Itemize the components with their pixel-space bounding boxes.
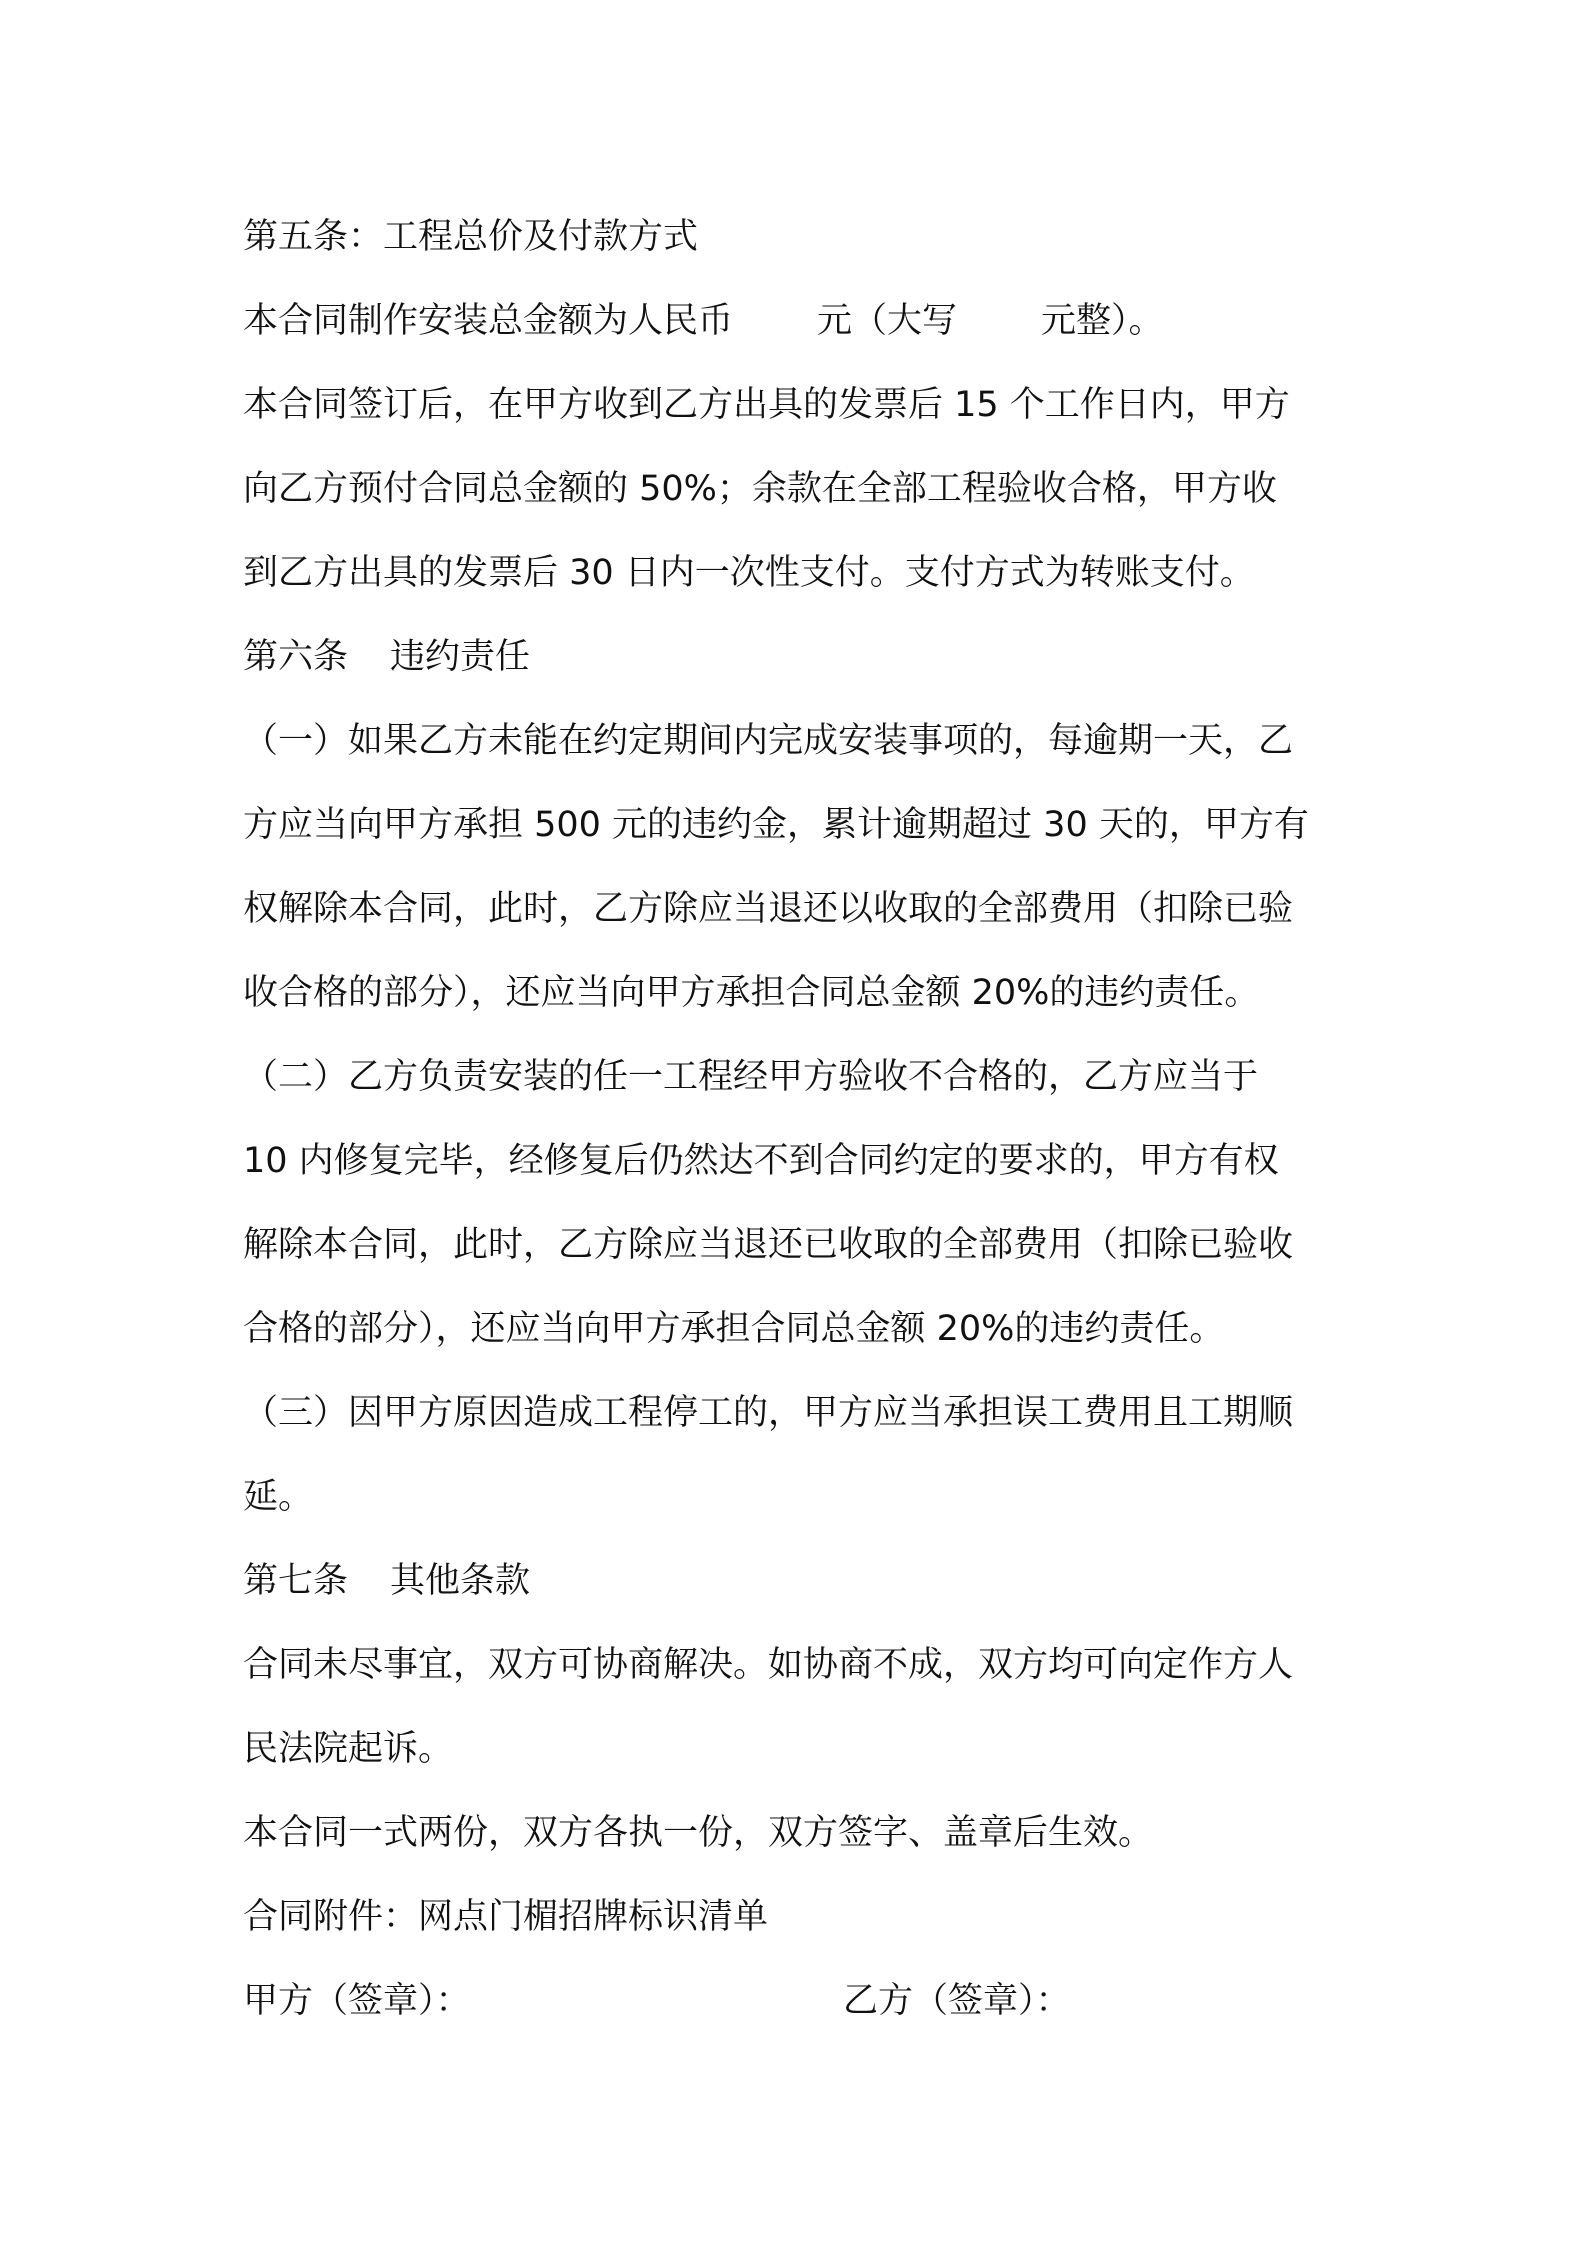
clause-1-line: 收合格的部分），还应当向甲方承担合同总金额 20%的违约责任。 bbox=[243, 973, 1260, 1013]
amount-text-1: 本合同制作安装总金额为人民币 bbox=[243, 301, 734, 341]
article-7-line: 合同附件：网点门楣招牌标识清单 bbox=[243, 1897, 769, 1937]
clause-3-line: 延。 bbox=[243, 1477, 314, 1517]
article-7-line: 本合同一式两份，双方各执一份，双方签字、盖章后生效。 bbox=[243, 1813, 1154, 1853]
clause-2-line: （二）乙方负责安装的任一工程经甲方验收不合格的，乙方应当于 bbox=[243, 1057, 1259, 1097]
contract-body bbox=[243, 195, 1363, 2043]
amount-text-2: 元（大写 bbox=[817, 301, 958, 341]
payment-line: 向乙方预付合同总金额的 50%；余款在全部工程验收合格，甲方收 bbox=[243, 469, 1277, 509]
payment-line: 到乙方出具的发票后 30 日内一次性支付。支付方式为转账支付。 bbox=[243, 553, 1255, 593]
article-6-heading bbox=[243, 615, 1363, 699]
article-6-number: 第六条 bbox=[243, 637, 349, 677]
signature-row bbox=[243, 1959, 1363, 2043]
clause-1-line: （一）如果乙方未能在约定期间内完成安装事项的，每逾期一天，乙 bbox=[243, 721, 1294, 761]
clause-2-line: 合格的部分），还应当向甲方承担合同总金额 20%的违约责任。 bbox=[243, 1309, 1225, 1349]
party-b-signature: 乙方（签章）： bbox=[843, 1981, 1071, 2021]
clause-1-line: 权解除本合同，此时，乙方除应当退还以收取的全部费用（扣除已验 bbox=[243, 889, 1294, 929]
clause-2-line: 解除本合同，此时，乙方除应当退还已收取的全部费用（扣除已验收 bbox=[243, 1225, 1294, 1265]
article-7-title: 其他条款 bbox=[390, 1561, 531, 1601]
article-7-number: 第七条 bbox=[243, 1561, 349, 1601]
article-7-line: 民法院起诉。 bbox=[243, 1729, 454, 1769]
clause-1-line: 方应当向甲方承担 500 元的违约金，累计逾期超过 30 天的，甲方有 bbox=[243, 805, 1309, 845]
payment-line: 本合同签订后，在甲方收到乙方出具的发票后 15 个工作日内，甲方 bbox=[243, 385, 1290, 425]
article-7-line: 合同未尽事宜，双方可协商解决。如协商不成，双方均可向定作方人 bbox=[243, 1645, 1294, 1685]
article-7-heading bbox=[243, 1539, 1363, 1623]
amount-text-3: 元整）。 bbox=[1041, 301, 1164, 341]
clause-2-line: 10 内修复完毕，经修复后仍然达不到合同约定的要求的，甲方有权 bbox=[243, 1141, 1279, 1181]
party-a-signature: 甲方（签章）： bbox=[243, 1981, 471, 2021]
article-5-heading: 第五条：工程总价及付款方式 bbox=[243, 217, 699, 257]
article-6-title: 违约责任 bbox=[390, 637, 531, 677]
clause-3-line: （三）因甲方原因造成工程停工的，甲方应当承担误工费用且工期顺 bbox=[243, 1393, 1294, 1433]
article-5-amount-line bbox=[243, 279, 1363, 363]
